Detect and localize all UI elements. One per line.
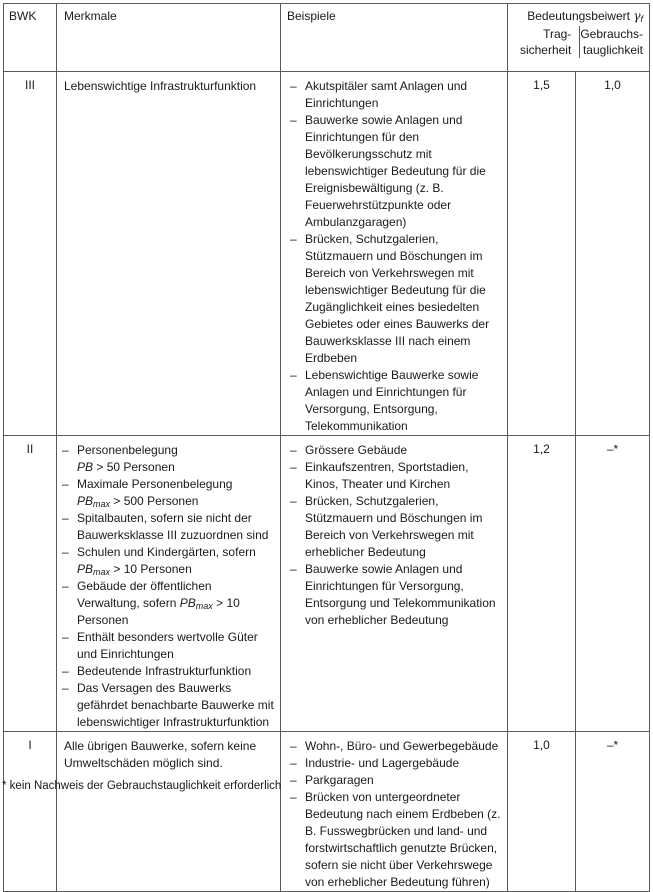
tragsicherheit-value: 1,5 [508,72,576,436]
merkmal-text: Personenbelegung [77,443,178,457]
list-item: – Grössere Gebäude [287,442,503,459]
gebrauchstauglichkeit-value: 1,0 [576,72,650,436]
beispiele-cell [281,436,508,732]
subscript-max: max [93,567,111,577]
list-item [59,442,274,476]
bedeutungsbeiwert-label: Bedeutungsbeiwert [527,9,630,23]
header-bedeutungsbeiwert [508,4,650,72]
gebrauch-line1: Gebrauchs- [580,27,644,41]
list-item: – Lebenswichtige Bauwerke sowie Anlagen und Einrichtungen für Versorgung, Entsorgung, Telekommunikation [287,367,503,435]
gamma-symbol: γ [633,9,641,23]
gebrauchstauglichkeit-value: –* [576,732,650,892]
beispiele-cell [281,732,508,892]
table-row-bwk-i [4,732,650,892]
merkmal-text: > 50 Personen [93,460,175,474]
variable-pb: PB [77,562,94,576]
bwk-cell: I [4,732,57,892]
merkmal-text: Maximale Personenbelegung [77,477,233,491]
list-item [59,578,274,629]
list-item: – Parkgaragen [287,772,503,789]
bwk-cell: II [4,436,57,732]
merkmal-text: > 10 Personen [77,596,240,627]
list-item: – Bedeutende Infrastrukturfunktion [59,663,274,680]
list-item: – Das Versagen des Bauwerks gefährdet benachbarte Bauwerke mit lebenswichtiger Infrastrukturfunktion [59,680,274,731]
header-gebrauchstauglichkeit [580,26,643,58]
bauwerksklassen-table [3,3,650,892]
merkmal-cell [57,436,281,732]
list-item: – Brücken, Schutzgalerien, Stützmauern und Böschungen im Bereich von Verkehrswegen mit lebenswichtiger Bedeutung für die Zugänglichkeit eines besiedelten Gebietes oder eines Bauwerks der Bauwerksklasse III nach einem Erdbeben [287,231,503,367]
list-item: – Wohn-, Büro- und Gewerbegebäude [287,738,503,755]
list-item: – Brücken von untergeordneter Bedeutung nach einem Erdbeben (z. B. Fusswegbrücken und land- und forstwirtschaftlich genutzte Brücken, sofern sie nicht über Verkehrswege von erheblicher Bedeutung führen) [287,789,503,891]
subscript-max: max [93,499,111,509]
beispiele-cell [281,72,508,436]
list-item [59,544,274,578]
list-item: – Akutspitäler samt Anlagen und Einrichtungen [287,78,503,112]
list-item: – Enthält besonders wertvolle Güter und Einrichtungen [59,629,274,663]
merkmal-text: Gebäude der öffentlichen Verwaltung, sofern [77,579,212,610]
merkmal-cell: Lebenswichtige Infrastrukturfunktion [57,72,281,436]
tragsicherheit-value: 1,2 [508,436,576,732]
header-row [4,4,650,72]
list-item: – Einkaufszentren, Sportstadien, Kinos, Theater und Kirchen [287,459,503,493]
list-item: – Industrie- und Lagergebäude [287,755,503,772]
subscript-max: max [195,601,213,611]
trag-line1: Trag- [543,27,572,41]
list-item [59,476,274,510]
merkmal-text: > 10 Personen [110,562,192,576]
bwk-cell: III [4,72,57,436]
merkmal-text: > 500 Personen [110,494,199,508]
header-beispiele: Beispiele [281,4,508,72]
gebrauchstauglichkeit-value: –* [576,436,650,732]
table-row-bwk-iii [4,72,650,436]
tragsicherheit-value: 1,0 [508,732,576,892]
header-tragsicherheit [508,26,580,58]
gebrauch-line2: tauglichkeit [582,43,644,57]
list-item: – Brücken, Schutzgalerien, Stützmauern und Böschungen im Bereich von Verkehrswegen mit erheblicher Bedeutung [287,493,503,561]
header-merkmale: Merkmale [57,4,281,72]
list-item: – Bauwerke sowie Anlagen und Einrichtungen für den Bevölkerungsschutz mit lebenswichtiger Bedeutung für die Ereignisbewältigung (z. B. Feuerwehrstützpunkte oder Ambulanzgaragen) [287,112,503,231]
variable-pb: PB [77,460,94,474]
header-bwk: BWK [4,4,57,72]
list-item: – Spitalbauten, sofern sie nicht der Bauwerksklasse III zuzuordnen sind [59,510,274,544]
variable-pb: PB [179,596,196,610]
merkmal-cell: Alle übrigen Bauwerke, sofern keine Umweltschäden möglich sind. [57,732,281,892]
list-item: – Bauwerke sowie Anlagen und Einrichtungen für Versorgung, Entsorgung und Telekommunikation von erheblicher Bedeutung [287,561,503,629]
variable-pb: PB [77,494,94,508]
table-row-bwk-ii [4,436,650,732]
trag-line2: sicherheit [519,43,572,57]
gamma-subscript: f [640,14,644,24]
footnote: * kein Nachweis der Gebrauchstauglichkeit erforderlich [2,780,282,792]
merkmal-text: Schulen und Kindergärten, sofern [77,545,256,559]
